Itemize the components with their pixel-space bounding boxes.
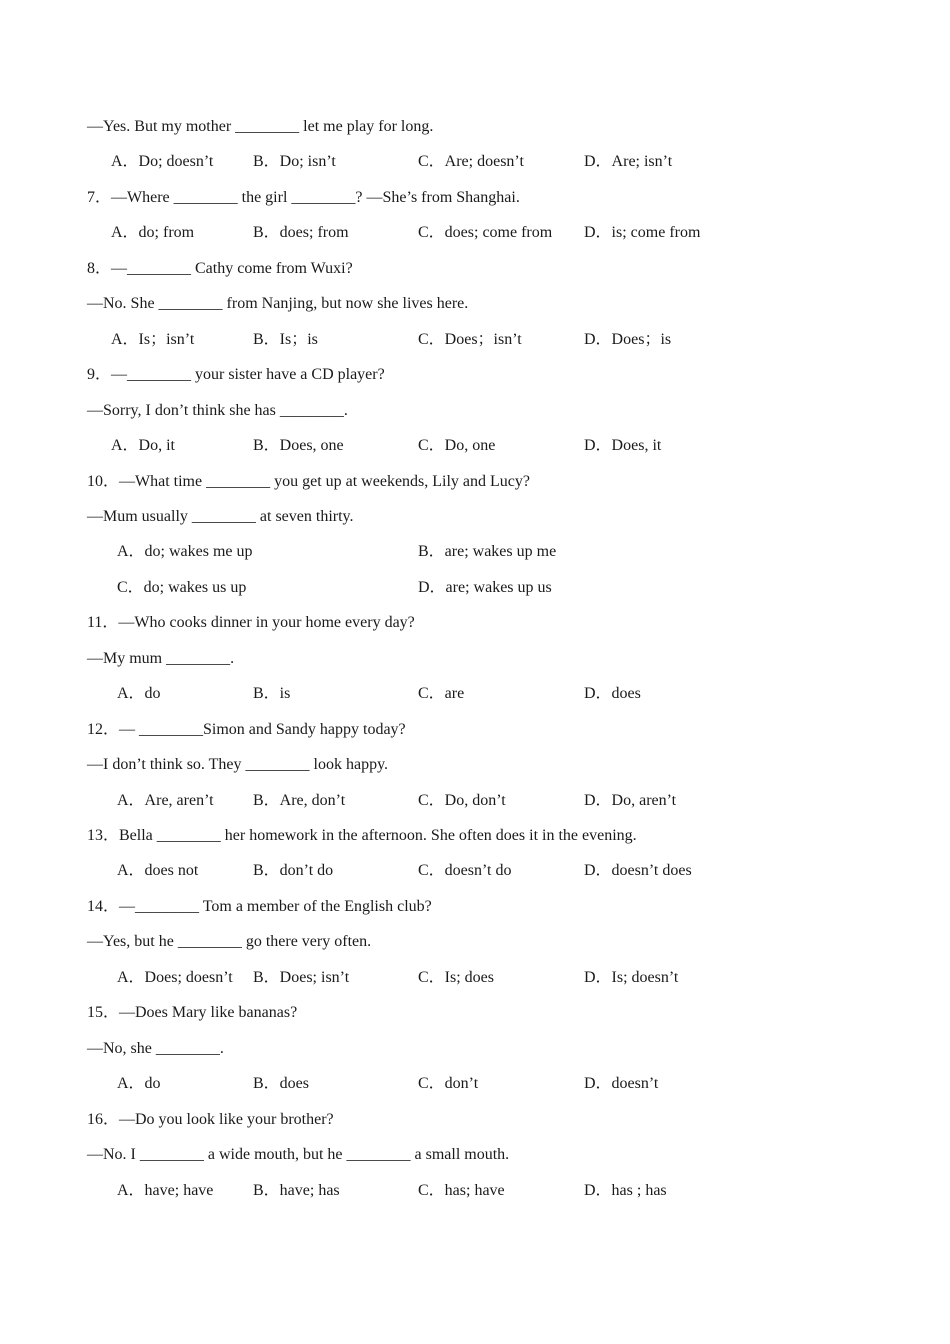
options-row (0, 1181, 950, 1201)
answer-option: A．do (117, 685, 161, 702)
options-row (0, 330, 950, 350)
answer-option: D．is; come from (584, 224, 701, 241)
answer-option: D．Do, aren’t (584, 792, 677, 809)
options-row (0, 684, 950, 704)
answer-option: D．does (584, 685, 641, 702)
answer-option: A．Is；isn’t (111, 331, 195, 348)
answer-option: B．are; wakes up me (418, 543, 557, 560)
question-line: 16．—Do you look like your brother? (87, 1111, 334, 1128)
question-line: —Sorry, I don’t think she has ________. (87, 402, 348, 419)
answer-option: C．has; have (418, 1182, 505, 1199)
answer-option: B．Do; isn’t (253, 153, 336, 170)
answer-option: C．do; wakes us up (117, 579, 247, 596)
answer-option: B．does (253, 1075, 310, 1092)
answer-option: C．Are; doesn’t (418, 153, 524, 170)
answer-option: B．Does; isn’t (253, 969, 350, 986)
answer-option: A．Are, aren’t (117, 792, 214, 809)
question-line: —No. I ________ a wide mouth, but he ________ a small mouth. (87, 1146, 510, 1163)
options-row (0, 1074, 950, 1094)
options-row (0, 968, 950, 988)
answer-option: D．Are; isn’t (584, 153, 673, 170)
answer-option: C．Is; does (418, 969, 495, 986)
question-line: 9．—________ your sister have a CD player? (87, 366, 385, 383)
question-line: —No, she ________. (87, 1040, 224, 1057)
options-row (0, 436, 950, 456)
answer-option: C．does; come from (418, 224, 553, 241)
answer-option: C．don’t (418, 1075, 479, 1092)
answer-option: A．Does; doesn’t (117, 969, 233, 986)
question-line: —I don’t think so. They ________ look happy. (87, 756, 389, 773)
answer-option: A．do (117, 1075, 161, 1092)
options-row (0, 861, 950, 881)
answer-option: A．have; have (117, 1182, 214, 1199)
answer-option: B．is (253, 685, 291, 702)
answer-option: B．Is；is (253, 331, 318, 348)
answer-option: B．don’t do (253, 862, 334, 879)
answer-option: A．do; from (111, 224, 195, 241)
answer-option: A．does not (117, 862, 199, 879)
answer-option: A．Do; doesn’t (111, 153, 214, 170)
answer-option: B．Does, one (253, 437, 344, 454)
answer-option: C．Does；isn’t (418, 331, 522, 348)
answer-option: D．Does, it (584, 437, 662, 454)
question-line: —Yes, but he ________ go there very often. (87, 933, 372, 950)
answer-option: D．are; wakes up us (418, 579, 552, 596)
question-line: 8．—________ Cathy come from Wuxi? (87, 260, 353, 277)
answer-option: A．Do, it (111, 437, 176, 454)
answer-option: D．Does；is (584, 331, 672, 348)
answer-option: C．are (418, 685, 465, 702)
answer-option: D．doesn’t does (584, 862, 692, 879)
question-line: —My mum ________. (87, 650, 235, 667)
answer-option: D．has ; has (584, 1182, 667, 1199)
question-line: 13．Bella ________ her homework in the afternoon. She often does it in the evening. (87, 827, 637, 844)
question-line: 10．—What time ________ you get up at weekends, Lily and Lucy? (87, 473, 531, 490)
question-line: 15．—Does Mary like bananas? (87, 1004, 298, 1021)
answer-option: C．Do, one (418, 437, 496, 454)
answer-option: D．Is; doesn’t (584, 969, 679, 986)
answer-option: C．doesn’t do (418, 862, 512, 879)
options-row (0, 578, 950, 598)
question-line: 7．—Where ________ the girl ________? —She’s from Shanghai. (87, 189, 520, 206)
answer-option: D．doesn’t (584, 1075, 659, 1092)
options-row (0, 223, 950, 243)
options-row (0, 152, 950, 172)
question-line: 14．—________ Tom a member of the English club? (87, 898, 432, 915)
options-row (0, 791, 950, 811)
question-line: 12．— ________Simon and Sandy happy today? (87, 721, 406, 738)
answer-option: B．does; from (253, 224, 349, 241)
question-line: —Yes. But my mother ________ let me play for long. (87, 118, 434, 135)
question-line: 11．—Who cooks dinner in your home every day? (87, 614, 415, 631)
answer-option: A．do; wakes me up (117, 543, 253, 560)
answer-option: C．Do, don’t (418, 792, 506, 809)
answer-option: B．have; has (253, 1182, 340, 1199)
answer-option: B．Are, don’t (253, 792, 346, 809)
options-row (0, 542, 950, 562)
question-line: —Mum usually ________ at seven thirty. (87, 508, 354, 525)
question-line: —No. She ________ from Nanjing, but now she lives here. (87, 295, 469, 312)
